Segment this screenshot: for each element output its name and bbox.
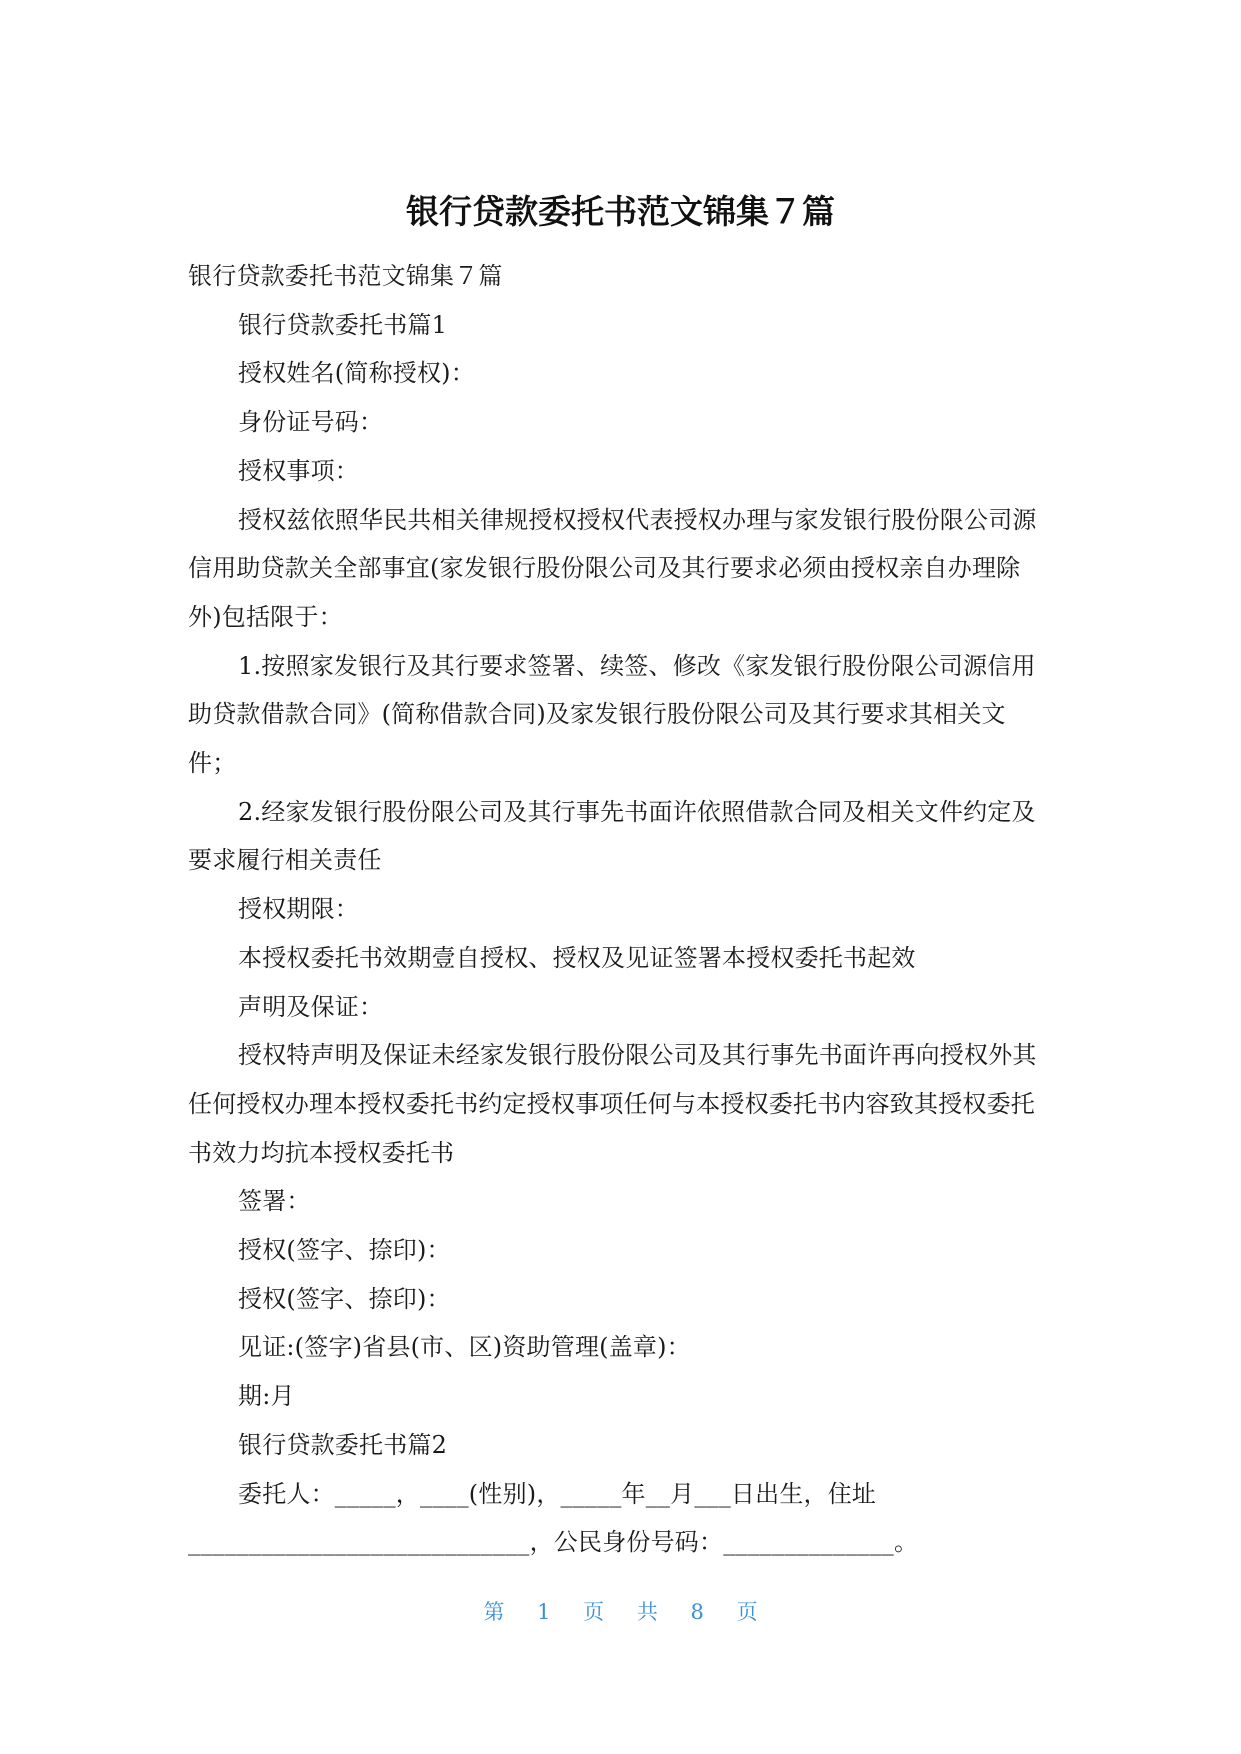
paragraph: 银行贷款委托书篇1	[238, 310, 448, 339]
footer-label-end: 页	[736, 1600, 758, 1624]
paragraph: 1.按照家发银行及其行要求签署、续签、修改《家发银行股份限公司源信用助贷款借款合同》(简称借款合同)及家发银行股份限公司及其行要求其相关文件；	[188, 651, 1036, 778]
paragraph: 授权(签字、捺印)：	[238, 1236, 451, 1265]
paragraph: 授权姓名(简称授权)：	[238, 359, 475, 388]
paragraph: 委托人：_____，____(性别)，_____年__月___日出生，住址____________________________，公民身份号码：______________。	[188, 1479, 919, 1557]
paragraph: 2.经家发银行股份限公司及其行事先书面许依照借款合同及相关文件约定及要求履行相关责任	[188, 797, 1036, 875]
document-body	[188, 252, 1050, 1567]
paragraph: 签署：	[238, 1187, 311, 1216]
footer-label-page: 第	[483, 1600, 505, 1624]
paragraph: 授权(签字、捺印)：	[238, 1284, 451, 1313]
page-footer	[0, 1598, 1241, 1626]
footer-label-total: 共	[636, 1600, 658, 1624]
paragraph: 授权期限：	[238, 895, 359, 924]
paragraph: 期:月	[238, 1382, 295, 1411]
footer-current-page: 1	[537, 1600, 551, 1624]
paragraph: 授权事项：	[238, 456, 359, 485]
paragraph: 声明及保证：	[238, 992, 384, 1021]
paragraph: 本授权委托书效期壹自授权、授权及见证签署本授权委托书起效	[238, 943, 916, 972]
document-title: 银行贷款委托书范文锦集７篇	[406, 192, 835, 231]
paragraph: 授权兹依照华民共相关律规授权授权代表授权办理与家发银行股份限公司源信用助贷款关全部事宜(家发银行股份限公司及其行要求必须由授权亲自办理除外)包括限于：	[188, 505, 1037, 631]
footer-total-pages: 8	[690, 1600, 704, 1624]
paragraph: 身份证号码：	[238, 408, 384, 437]
paragraph: 银行贷款委托书篇2	[238, 1430, 448, 1459]
footer-label-of: 页	[583, 1600, 605, 1624]
paragraph: 见证:(签字)省县(市、区)资助管理(盖章)：	[238, 1333, 691, 1362]
paragraph: 授权特声明及保证未经家发银行股份限公司及其行事先书面许再向授权外其任何授权办理本授权委托书约定授权事项任何与本授权委托书内容致其授权委托书效力均抗本授权委托书	[188, 1041, 1037, 1167]
paragraph: 银行贷款委托书范文锦集７篇	[188, 262, 503, 290]
